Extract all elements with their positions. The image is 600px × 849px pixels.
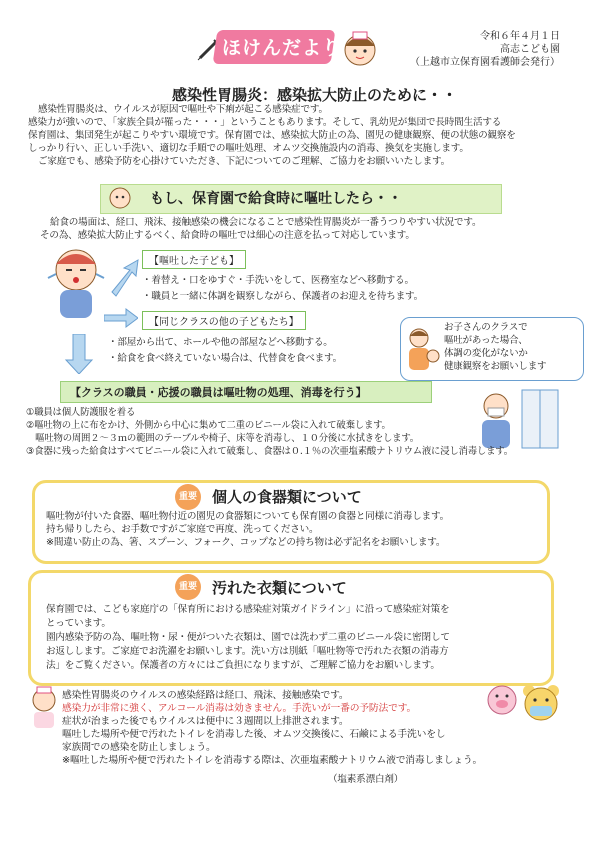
clothes-line: とっています。: [46, 618, 111, 629]
callout-text: [444, 321, 546, 373]
header-meta: [410, 30, 560, 69]
list-item: ・給食を食べ終えていない場合は、代替食を食べます。: [108, 353, 343, 364]
footer-warning: 感染力が非常に強く、アルコール消毒は効きません。手洗いが一番の予防法です。: [62, 703, 417, 714]
intro-line: しっかり行い、正しい手洗い、適切な手順での嘔吐処理、オムツ交換施設内の消毒、換気を実施します。: [28, 143, 469, 154]
arrow-icon: [64, 334, 94, 374]
issue-date: 令和６年４月１日: [480, 31, 560, 42]
speech-icon: [108, 186, 138, 210]
important-badge: 重要: [175, 484, 201, 510]
intro-line: 感染性胃腸炎は、ウイルスが原因で嘔吐や下痢が起こる感染症です。: [38, 104, 328, 115]
issuer: （上越市立保育園看護師会発行）: [410, 57, 560, 68]
vomiting-child-icon: [40, 244, 112, 326]
nurse-footer-icon: [24, 684, 64, 730]
callout-line: 体調の変化がないか: [444, 348, 528, 359]
footer-line: 家族間での感染を防止しましょう。: [62, 742, 216, 753]
clothes-line: お返しします。ご家庭でお洗濯をお願いします。洗い方は別紙「嘔吐物等で汚れた衣類の消毒方: [46, 646, 449, 657]
footer-line: ※嘔吐した場所や便で汚れたトイレを消毒する際は、次亜塩素酸ナトリウム液で消毒しましょう。: [62, 755, 483, 766]
dishes-line: ※間違い防止の為、箸、スプーン、フォーク、コップなどの持ち物は必ず記名をお願いします。: [46, 537, 446, 548]
label-vomit-child: 【嘔吐した子ども】: [142, 250, 246, 269]
mother-child-icon: [403, 326, 441, 374]
banner-title: もし、保育園で給食時に嘔吐したら・・: [150, 191, 402, 207]
dishes-text: [46, 510, 449, 549]
callout-line: 健康観察をお願いします: [444, 361, 547, 372]
dishes-line: 持ち帰りしたら、お手数ですがご家庭で再度、洗ってください。: [46, 524, 319, 535]
same-class-list: [108, 336, 342, 365]
step-item: ③食器に残った給食はすべてビニール袋に入れて破棄し、食器は０.１％の次亜塩素酸ナトリウム液に浸し消毒します。: [26, 446, 513, 457]
callout-line: お子さんのクラスで: [444, 322, 528, 333]
important-badge: 重要: [175, 574, 201, 600]
pig-character-icon: [484, 680, 520, 724]
lunch-line: その為、感染拡大防止するべく、給食時の嘔吐では細心の注意を払って対応しています。: [40, 230, 415, 241]
callout-line: 嘔吐があった場合、: [444, 335, 528, 346]
page-title: 感染性胃腸炎：感染拡大防止のために・・: [172, 86, 458, 104]
clothes-text: [46, 603, 450, 673]
lunch-line: 給食の場面は、経口、飛沫、接触感染の機会になることで感染性胃腸炎が一番うつりやすい状況です。: [50, 217, 482, 228]
step-item: ②嘔吐物の上に布をかけ、外側から中心に集めて二重のビニール袋に入れて破棄します。: [26, 420, 391, 431]
step-item: ①職員は個人防護服を着る: [26, 407, 136, 418]
clothes-title: 汚れた衣類について: [212, 579, 347, 597]
clothes-line: 園内感染予防の為、嘔吐物・尿・便がついた衣類は、園では洗わず二重のビニール袋に密閉して: [46, 632, 450, 643]
nurse-illustration-icon: [338, 26, 382, 70]
clothes-line: 法」をご覧ください。保護者の方々にはご負担になりますが、ご理解ご協力をお願いします。: [46, 660, 440, 671]
staff-bar-text: 【クラスの職員・応援の職員は嘔吐物の処理、消毒を行う】: [70, 386, 367, 399]
logo-text: ほけんだより: [222, 37, 343, 59]
vomit-child-list: [142, 274, 423, 303]
arrow-icon: [104, 308, 138, 328]
step-item: 嘔吐物の周囲２～３ｍの範囲のテーブルや椅子、床等を消毒し、１０分後に水拭きをします。: [26, 433, 419, 444]
intro-line: 保育園は、集団発生が起こりやすい環境です。保育園では、感染拡大防止の為、園児の健康観察、便の状態の観察を: [28, 130, 516, 141]
bear-character-icon: [520, 682, 562, 728]
staff-steps: [26, 406, 513, 458]
label-same-class: 【同じクラスの他の子どもたち】: [142, 311, 306, 330]
school-name: 高志こども園: [500, 44, 560, 55]
lunch-text: [40, 216, 481, 242]
intro-line: 感染力が強いので、「家族全員が罹った・・・」ということもあります。そして、乳幼児が集団で長時間生活する: [28, 117, 502, 128]
dishes-title: 個人の食器類について: [212, 488, 362, 506]
clothes-line: 保育園では、こども家庭庁の「保育所における感染症対策ガイドライン」に沿って感染症対策を: [46, 604, 450, 615]
footer-note: （塩素系漂白剤）: [328, 774, 404, 785]
intro-text: [28, 103, 516, 168]
footer-line: 嘔吐した場所や便で汚れたトイレを消毒した後、オムツ交換後に、石鹸による手洗いをし: [62, 729, 446, 740]
intro-line: ご家庭でも、感染予防を心掛けていただき、下記についてのご理解、ご協力をお願いいたします。: [38, 156, 450, 167]
arrow-icon: [110, 258, 140, 298]
footer-line: 感染性胃腸炎のウイルスの感染経路は経口、飛沫、接触感染です。: [62, 690, 349, 701]
list-item: ・部屋から出て、ホールや他の部屋などへ移動する。: [108, 337, 333, 348]
footer-line: 症状が治まった後でもウイルスは便中に３週間以上排泄されます。: [62, 716, 349, 727]
dishes-line: 嘔吐物が付いた食器、嘔吐物付近の園児の食器類についても保育園の食器と同様に消毒します。: [46, 511, 449, 522]
list-item: ・職員と一緒に体調を観察しながら、保護者のお迎えを待ちます。: [142, 291, 424, 302]
footer-text: [62, 689, 482, 767]
list-item: ・着替え・口をゆすぐ・手洗いをして、医務室などへ移動する。: [142, 275, 414, 286]
